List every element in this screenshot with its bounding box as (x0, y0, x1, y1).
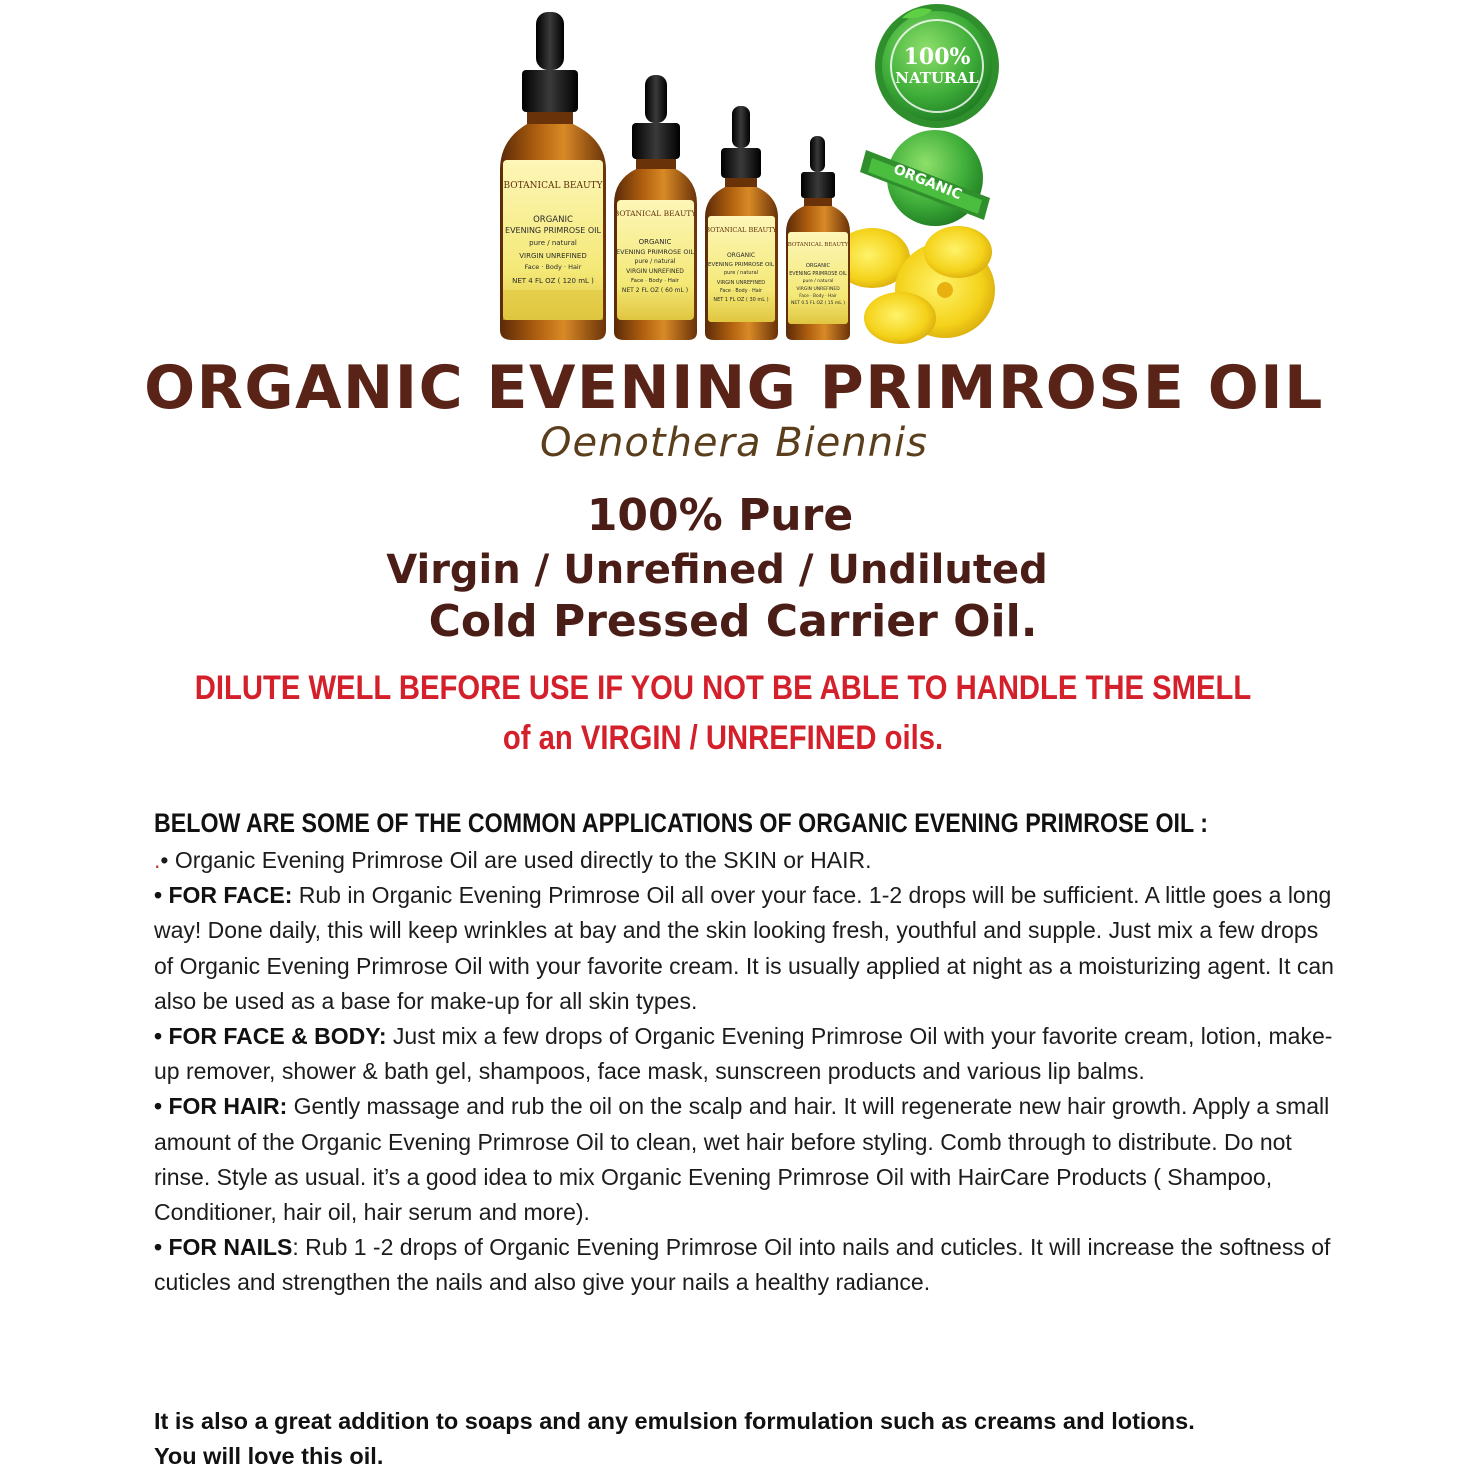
svg-text:ORGANIC: ORGANIC (805, 263, 831, 269)
svg-text:EVENING PRIMROSE OIL: EVENING PRIMROSE OIL (505, 226, 601, 235)
bottle-15ml (786, 136, 850, 340)
svg-text:Face · Body · Hair: Face · Body · Hair (630, 278, 680, 284)
svg-text:pure / natural: pure / natural (802, 279, 834, 284)
svg-text:Face · Body · Hair: Face · Body · Hair (799, 294, 837, 299)
svg-text:pure / natural: pure / natural (634, 258, 676, 265)
applications-list (154, 843, 1334, 1301)
svg-text:pure / natural: pure / natural (723, 270, 759, 276)
product-title: ORGANIC EVENING PRIMROSE OIL (144, 353, 1324, 423)
product-hero-image (0, 0, 1468, 355)
svg-text:VIRGIN UNREFINED: VIRGIN UNREFINED (796, 287, 840, 292)
bottle-30ml (705, 106, 778, 340)
svg-text:NET 1 FL OZ ( 30 mL ): NET 1 FL OZ ( 30 mL ) (713, 297, 769, 303)
svg-text:VIRGIN UNREFINED: VIRGIN UNREFINED (626, 268, 684, 275)
svg-text:EVENING PRIMROSE OIL: EVENING PRIMROSE OIL (789, 272, 847, 277)
svg-text:NATURAL: NATURAL (895, 69, 979, 87)
svg-text:EVENING PRIMROSE OIL: EVENING PRIMROSE OIL (708, 262, 774, 268)
bottle-120ml (500, 12, 606, 340)
svg-text:NET 0.5 FL OZ ( 15 mL ): NET 0.5 FL OZ ( 15 mL ) (791, 301, 845, 306)
botanical-name: Oenothera Biennis (539, 420, 929, 466)
svg-text:ORGANIC: ORGANIC (638, 238, 672, 246)
purity-heading: 100% Pure (586, 490, 854, 541)
dilute-warning-line2: of an VIRGIN / UNREFINED oils. (502, 719, 944, 757)
dilute-warning-line1: DILUTE WELL BEFORE USE IF YOU NOT BE ABLE TO HANDLE THE SMELL (194, 669, 1252, 707)
closing-line-2: You will love this oil. (154, 1443, 384, 1470)
svg-text:EVENING PRIMROSE OIL: EVENING PRIMROSE OIL (616, 248, 694, 256)
application-hair: • FOR HAIR: Gently massage and rub the oil on the scalp and hair. It will regenerate new hair growth. Apply a small amount of the Organic Evening Primrose Oil to clean, wet hair before styling. Comb through to distribute. Do not rinse. Style as usual. it’s a good idea to mix Organic Evening Primrose Oil with HairCare Products ( Shampoo, Conditioner, hair oil, hair serum and more). (154, 1093, 1330, 1226)
svg-text:Face · Body · Hair: Face · Body · Hair (524, 263, 582, 271)
svg-text:BOTANICAL BEAUTY: BOTANICAL BEAUTY (787, 242, 849, 248)
svg-text:100%: 100% (903, 44, 971, 70)
bottle-brand: BOTANICAL BEAUTY (503, 181, 603, 191)
process-heading: Cold Pressed Carrier Oil. (428, 596, 1038, 647)
primrose-flower-icon (834, 226, 995, 344)
applications-heading: BELOW ARE SOME OF THE COMMON APPLICATIONS OF ORGANIC EVENING PRIMROSE OIL : (154, 808, 1208, 838)
application-face-body: • FOR FACE & BODY: Just mix a few drops of Organic Evening Primrose Oil with your favorite cream, lotion, make-up remover, shower & bath gel, shampoos, face mask, sunscreen products and various lip balms. (154, 1023, 1333, 1085)
svg-text:Face · Body · Hair: Face · Body · Hair (720, 289, 762, 294)
organic-seal-icon (860, 130, 990, 226)
svg-text:BOTANICAL BEAUTY: BOTANICAL BEAUTY (705, 226, 777, 234)
svg-text:VIRGIN UNREFINED: VIRGIN UNREFINED (519, 252, 587, 260)
svg-text:VIRGIN UNREFINED: VIRGIN UNREFINED (716, 280, 766, 286)
application-face: • FOR FACE: Rub in Organic Evening Primrose Oil all over your face. 1-2 drops will be sufficient. A little goes a long way! Done daily, this will keep wrinkles at bay and the skin looking fresh, youthful and supple. Just mix a few drops of Organic Evening Primrose Oil with your favorite cream. It is usually applied at night as a moisturizing agent. It can also be used as a base for make-up for all skin types. (154, 882, 1334, 1014)
bottle-60ml (614, 75, 698, 340)
closing-text (154, 1404, 1334, 1474)
natural-seal-icon (875, 4, 999, 128)
svg-text:pure / natural: pure / natural (529, 239, 577, 247)
svg-text:NET 4 FL OZ ( 120 mL ): NET 4 FL OZ ( 120 mL ) (512, 277, 594, 285)
closing-line-1: It is also a great addition to soaps and any emulsion formulation such as creams and lotions. (154, 1408, 1195, 1434)
svg-text:BOTANICAL BEAUTY: BOTANICAL BEAUTY (613, 209, 697, 218)
svg-text:ORGANIC: ORGANIC (726, 252, 756, 259)
application-nails: • FOR NAILS: Rub 1 -2 drops of Organic Evening Primrose Oil into nails and cuticles. It will increase the softness of cuticles and strengthen the nails and also give your nails a healthy radiance. (154, 1234, 1331, 1296)
svg-text:ORGANIC: ORGANIC (891, 161, 964, 204)
application-intro: .• Organic Evening Primrose Oil are used directly to the SKIN or HAIR. (154, 847, 872, 873)
grade-heading: Virgin / Unrefined / Undiluted (386, 547, 1048, 593)
svg-text:ORGANIC: ORGANIC (533, 215, 573, 225)
svg-text:NET 2 FL OZ ( 60 mL ): NET 2 FL OZ ( 60 mL ) (621, 287, 689, 294)
